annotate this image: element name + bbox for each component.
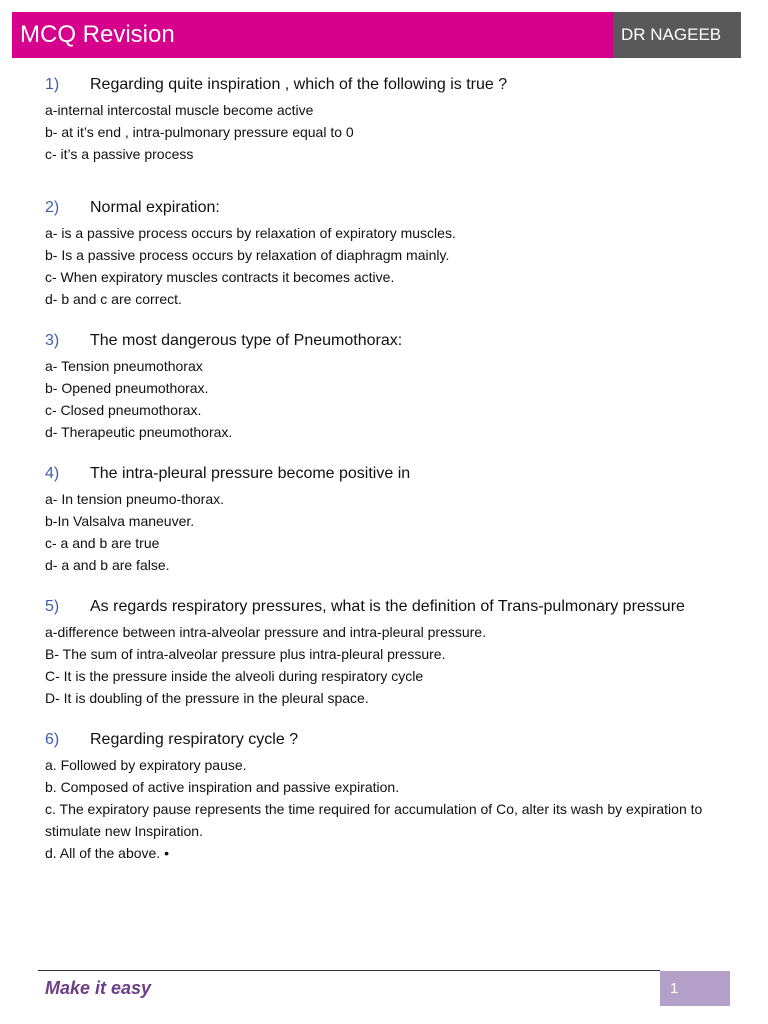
option: c. The expiratory pause represents the time required for accumulation of Co, alter its wash by expiration to stimulate new Inspiration.	[45, 801, 703, 839]
option: a-internal intercostal muscle become active	[45, 102, 314, 118]
option: a- Tension pneumothorax	[45, 358, 203, 374]
question-heading	[45, 461, 730, 487]
question-number: 2)	[45, 199, 60, 216]
option: d- b and c are correct.	[45, 291, 182, 307]
question-5	[45, 594, 730, 709]
option: c- a and b are true	[45, 535, 160, 551]
header-title: MCQ Revision	[12, 12, 613, 58]
question-heading	[45, 594, 730, 620]
question-1	[45, 72, 730, 165]
page-number: 1	[660, 971, 730, 1006]
header-author: DR NAGEEB	[613, 12, 741, 58]
footer-divider	[38, 970, 660, 971]
question-heading	[45, 195, 730, 221]
question-list	[45, 72, 730, 882]
question-heading	[45, 72, 730, 98]
option: a. Followed by expiratory pause.	[45, 757, 247, 773]
question-text: As regards respiratory pressures, what is the definition of Trans-pulmonary pressure	[90, 598, 685, 615]
option: c- Closed pneumothorax.	[45, 402, 202, 418]
question-number: 6)	[45, 731, 60, 748]
question-number: 3)	[45, 332, 60, 349]
footer-tagline: Make it easy	[45, 978, 152, 998]
question-heading	[45, 328, 730, 354]
question-text: The intra-pleural pressure become positive in	[90, 465, 411, 482]
question-4	[45, 461, 730, 576]
question-text: Regarding respiratory cycle ?	[90, 731, 299, 748]
page-header	[12, 12, 741, 58]
question-number: 1)	[45, 76, 60, 93]
option: b- at it’s end , intra-pulmonary pressure equal to 0	[45, 124, 354, 140]
option: c- it’s a passive process	[45, 146, 194, 162]
option: a- In tension pneumo-thorax.	[45, 491, 224, 507]
option: d- a and b are false.	[45, 557, 170, 573]
option: d. All of the above. •	[45, 845, 169, 861]
option: D- It is doubling of the pressure in the pleural space.	[45, 690, 369, 706]
question-number: 4)	[45, 465, 60, 482]
option: b- Is a passive process occurs by relaxation of diaphragm mainly.	[45, 247, 450, 263]
question-text: Normal expiration:	[90, 199, 220, 216]
option: b- Opened pneumothorax.	[45, 380, 209, 396]
option: b-In Valsalva maneuver.	[45, 513, 195, 529]
question-text: The most dangerous type of Pneumothorax:	[90, 332, 403, 349]
option: b. Composed of active inspiration and passive expiration.	[45, 779, 400, 795]
question-6	[45, 727, 730, 864]
option: B- The sum of intra-alveolar pressure plus intra-pleural pressure.	[45, 646, 446, 662]
option: C- It is the pressure inside the alveoli during respiratory cycle	[45, 668, 424, 684]
question-2	[45, 195, 730, 310]
option: d- Therapeutic pneumothorax.	[45, 424, 233, 440]
option: c- When expiratory muscles contracts it becomes active.	[45, 269, 395, 285]
question-heading	[45, 727, 730, 753]
option: a- is a passive process occurs by relaxation of expiratory muscles.	[45, 225, 456, 241]
question-3	[45, 328, 730, 443]
question-number: 5)	[45, 598, 60, 615]
option: a-difference between intra-alveolar pressure and intra-pleural pressure.	[45, 624, 486, 640]
question-text: Regarding quite inspiration , which of the following is true ?	[90, 76, 508, 93]
